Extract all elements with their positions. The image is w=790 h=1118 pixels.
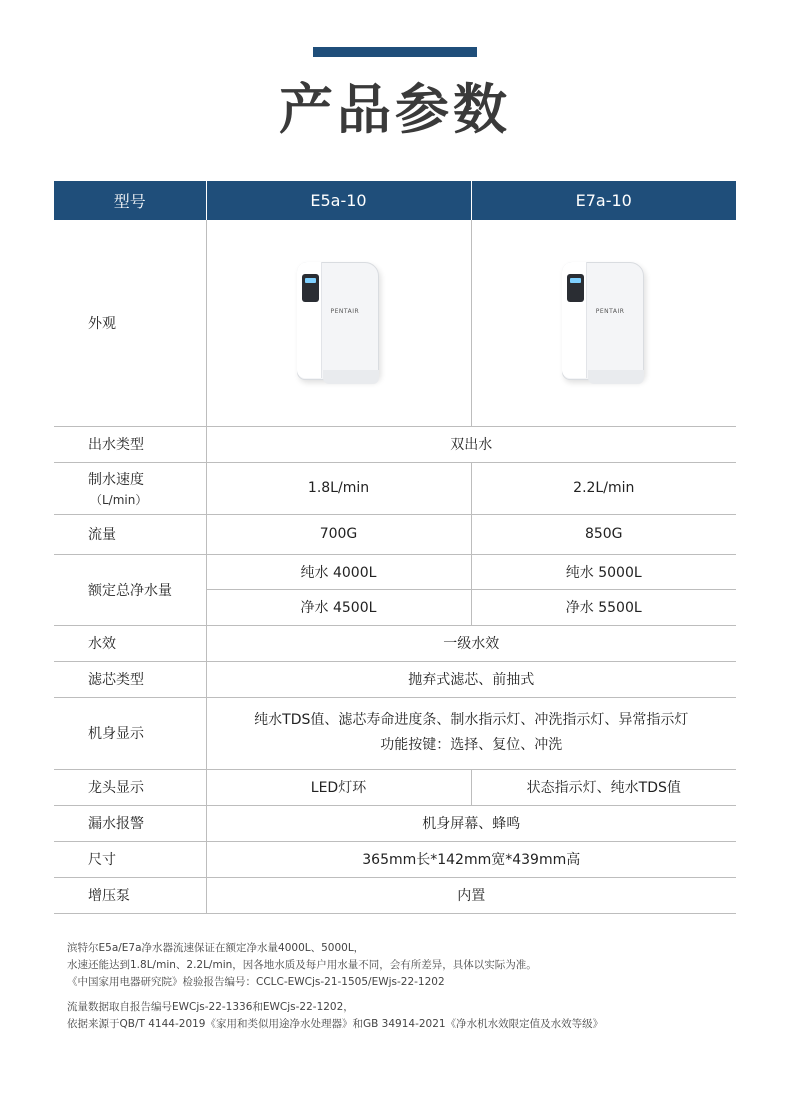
footnote-line: 流量数据取自报告编号EWCjs-22-1336和EWCjs-22-1202， [67,1001,354,1013]
table-row-leak [54,805,736,841]
table-row-flow [54,514,736,554]
pentair-logo: PENTAIR [595,307,625,315]
table-header-row [54,181,736,220]
spec-table [54,181,736,914]
row-label: 滤芯类型 [54,661,206,697]
table-row-appearance [54,220,736,426]
row-label: 机身显示 [54,697,206,769]
footnote-line: 依据来源于QB/T 4144-2019《家用和类似用途净水处理器》和GB 34914-2021《净水机水效限定值及水效等级》 [67,1018,604,1030]
row-value: 抛弃式滤芯、前抽式 [206,661,736,697]
header-model: 型号 [54,181,206,220]
title-accent-bar [313,47,477,57]
product-image-e5a [206,220,471,426]
row-value-e7a: 净水 5500L [471,589,736,625]
row-label: 龙头显示 [54,769,206,805]
table-row-efficiency [54,625,736,661]
row-label: 水效 [54,625,206,661]
table-row-size [54,841,736,877]
row-value: 内置 [206,877,736,913]
row-label [54,462,206,514]
row-label: 额定总净水量 [54,554,206,625]
row-label-appearance: 外观 [54,220,206,426]
product-image-e7a [471,220,736,426]
table-row-pump [54,877,736,913]
row-value-e7a: 2.2L/min [471,462,736,514]
row-value-e7a: 850G [471,514,736,554]
speed-unit: （L/min） [90,492,148,507]
water-purifier-image [558,258,650,388]
row-value: 双出水 [206,426,736,462]
row-value-e7a: 纯水 5000L [471,554,736,589]
footnote-line: 水速还能达到1.8L/min、2.2L/min，因各地水质及每户用水量不同，会有所差异，具体以实际为准。 [67,959,537,971]
table-row-faucet [54,769,736,805]
pentair-logo: PENTAIR [330,307,360,315]
table-row-filter [54,661,736,697]
header-e5a: E5a-10 [206,181,471,220]
display-line-1: 纯水TDS值、滤芯寿命进度条、制水指示灯、冲洗指示灯、异常指示灯 [254,712,689,728]
display-line-2: 功能按键：选择、复位、冲洗 [380,737,563,753]
row-value [206,697,736,769]
row-label: 流量 [54,514,206,554]
row-label: 增压泵 [54,877,206,913]
row-label: 出水类型 [54,426,206,462]
row-value-e5a: 纯水 4000L [206,554,471,589]
row-value-e5a: 净水 4500L [206,589,471,625]
footnote-line: 《中国家用电器研究院》检验报告编号：CCLC-EWCjs-21-1505/EWjs-22-1202 [67,976,445,988]
footnotes [67,940,603,1033]
speed-label: 制水速度 [88,471,144,488]
table-row-display [54,697,736,769]
row-value: 一级水效 [206,625,736,661]
table-row-speed [54,462,736,514]
row-value-e5a: 1.8L/min [206,462,471,514]
footnote-line: 滨特尔E5a/E7a净水器流速保证在额定净水量4000L、5000L， [67,942,365,954]
row-value-e5a: LED灯环 [206,769,471,805]
table-row-outlet [54,426,736,462]
page-title: 产品参数 [279,78,511,141]
row-value: 机身屏幕、蜂鸣 [206,805,736,841]
row-value: 365mm长*142mm宽*439mm高 [206,841,736,877]
row-label: 尺寸 [54,841,206,877]
table-row-capacity-pure [54,554,736,589]
row-value-e5a: 700G [206,514,471,554]
header-e7a: E7a-10 [471,181,736,220]
water-purifier-image [293,258,385,388]
row-label: 漏水报警 [54,805,206,841]
row-value-e7a: 状态指示灯、纯水TDS值 [471,769,736,805]
